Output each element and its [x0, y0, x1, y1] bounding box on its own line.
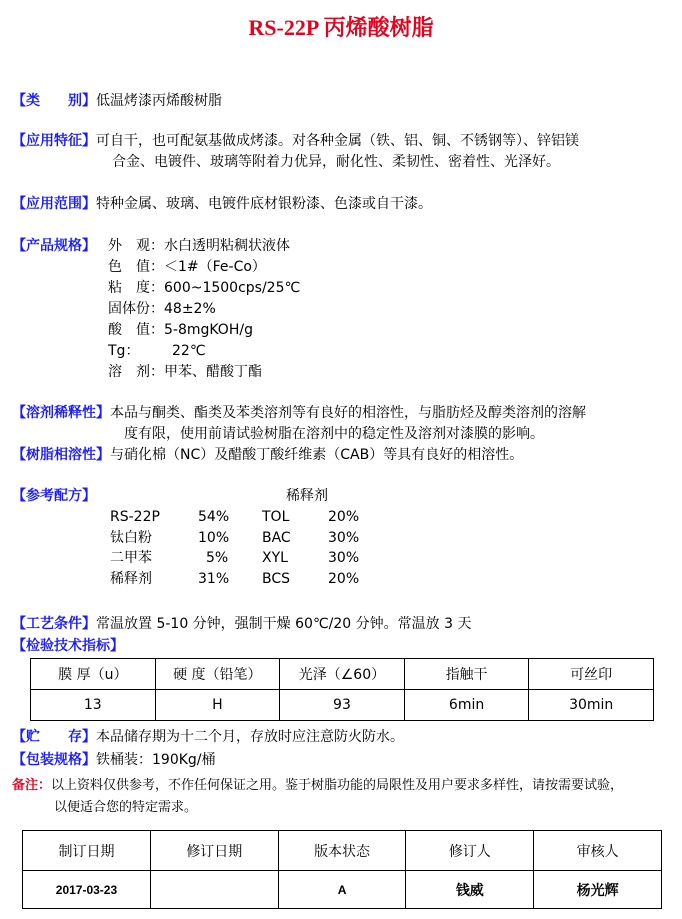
storage-label: 【贮 存】: [12, 729, 96, 745]
scope-label: 【应用范围】: [12, 196, 96, 212]
inspection-value: 93: [280, 690, 405, 721]
revision-table: [22, 830, 662, 909]
spec-row: 外 观：水白透明粘稠状液体: [108, 238, 290, 254]
storage-value: 本品储存期为十二个月，存放时应注意防火防水。: [96, 729, 404, 745]
process-value: 常温放置 5-10 分钟，强制干燥 60℃/20 分钟。常温放 3 天: [96, 616, 472, 632]
inspection-header: 膜 厚（u）: [31, 659, 156, 690]
revision-header: 版本状态: [278, 831, 406, 871]
spec-row: 粘 度：600~1500cps/25℃: [108, 280, 301, 296]
features-line1: 可自干，也可配氨基做成烤漆。对各种金属（铁、铝、铜、不锈钢等）、锌铝镁: [96, 133, 579, 149]
spec-row: 固体份：48±2%: [108, 301, 216, 317]
formula-label: 【参考配方】: [12, 488, 96, 504]
inspection-label: 【检验技术指标】: [12, 638, 124, 654]
spec-row: 溶 剂：甲苯、醋酸丁酯: [108, 364, 262, 380]
page-title: RS-22P 丙烯酸树脂: [248, 15, 434, 40]
features-label: 【应用特征】: [12, 133, 96, 149]
inspection-value: 13: [31, 690, 156, 721]
category-row: [12, 91, 222, 111]
spec-row: Tg： 22℃: [108, 343, 206, 359]
process-label: 【工艺条件】: [12, 616, 96, 632]
packaging-value: 铁桶装：190Kg/桶: [96, 752, 216, 768]
features-row: [12, 131, 579, 151]
revision-value: 2017-03-23: [23, 871, 151, 909]
compat-label: 【树脂相溶性】: [12, 447, 110, 463]
compat-row: [12, 445, 523, 465]
spec-label: 【产品规格】: [12, 238, 96, 254]
scope-row: [12, 194, 432, 214]
category-label: 【类 别】: [12, 93, 96, 109]
dilution-label: 【溶剂稀释性】: [12, 405, 110, 421]
diluent-title: 稀释剂: [286, 488, 328, 504]
spec-row: 色 值：＜1#（Fe-Co）: [108, 259, 266, 275]
revision-header: 制订日期: [23, 831, 151, 871]
storage-row: [12, 727, 404, 747]
revision-header: 修订日期: [150, 831, 278, 871]
dilution-line1: 本品与酮类、酯类及苯类溶剂等有良好的相溶性，与脂肪烃及醇类溶剂的溶解: [110, 405, 586, 421]
formula-row: 稀释剂: [110, 571, 152, 587]
dilution-line2: 度有限，使用前请试验树脂在溶剂中的稳定性及溶剂对漆膜的影响。: [124, 426, 544, 442]
packaging-row: [12, 750, 216, 770]
dilution-row: [12, 403, 586, 423]
inspection-header: 硬 度（铅笔）: [155, 659, 280, 690]
revision-value: 钱威: [406, 871, 534, 909]
inspection-header: 可丝印: [529, 659, 654, 690]
inspection-value: H: [155, 690, 280, 721]
process-row: [12, 614, 471, 634]
note-line1: 以上资料仅供参考，不作任何保证之用。鉴于树脂功能的局限性及用户要求多样性，请按需要试验，: [51, 778, 624, 793]
compat-value: 与硝化棉（NC）及醋酸丁酸纤维素（CAB）等具有良好的相溶性。: [110, 447, 524, 463]
formula-row: RS-22P: [110, 509, 160, 525]
revision-value: 杨光辉: [534, 871, 662, 909]
note-row: [12, 776, 623, 796]
revision-header: 审核人: [534, 831, 662, 871]
inspection-table: [30, 658, 654, 721]
note-line2: 以便适合您的特定需求。: [54, 800, 198, 815]
revision-header: 修订人: [406, 831, 534, 871]
revision-value: A: [278, 871, 406, 909]
inspection-value: 6min: [404, 690, 529, 721]
revision-value: [150, 871, 278, 909]
features-line2: 合金、电镀件、玻璃等附着力优异，耐化性、柔韧性、密着性、光泽好。: [112, 154, 560, 170]
note-label: 备注：: [12, 778, 52, 793]
inspection-header: 光泽（∠60）: [280, 659, 405, 690]
category-value: 低温烤漆丙烯酸树脂: [96, 93, 222, 109]
packaging-label: 【包装规格】: [12, 752, 96, 768]
inspection-value: 30min: [529, 690, 654, 721]
formula-row: 二甲苯: [110, 550, 152, 566]
scope-value: 特种金属、玻璃、电镀件底材银粉漆、色漆或自干漆。: [96, 196, 432, 212]
spec-row: 酸 值：5-8mgKOH/g: [108, 322, 253, 338]
inspection-header: 指触干: [404, 659, 529, 690]
formula-row: 钛白粉: [110, 530, 152, 546]
